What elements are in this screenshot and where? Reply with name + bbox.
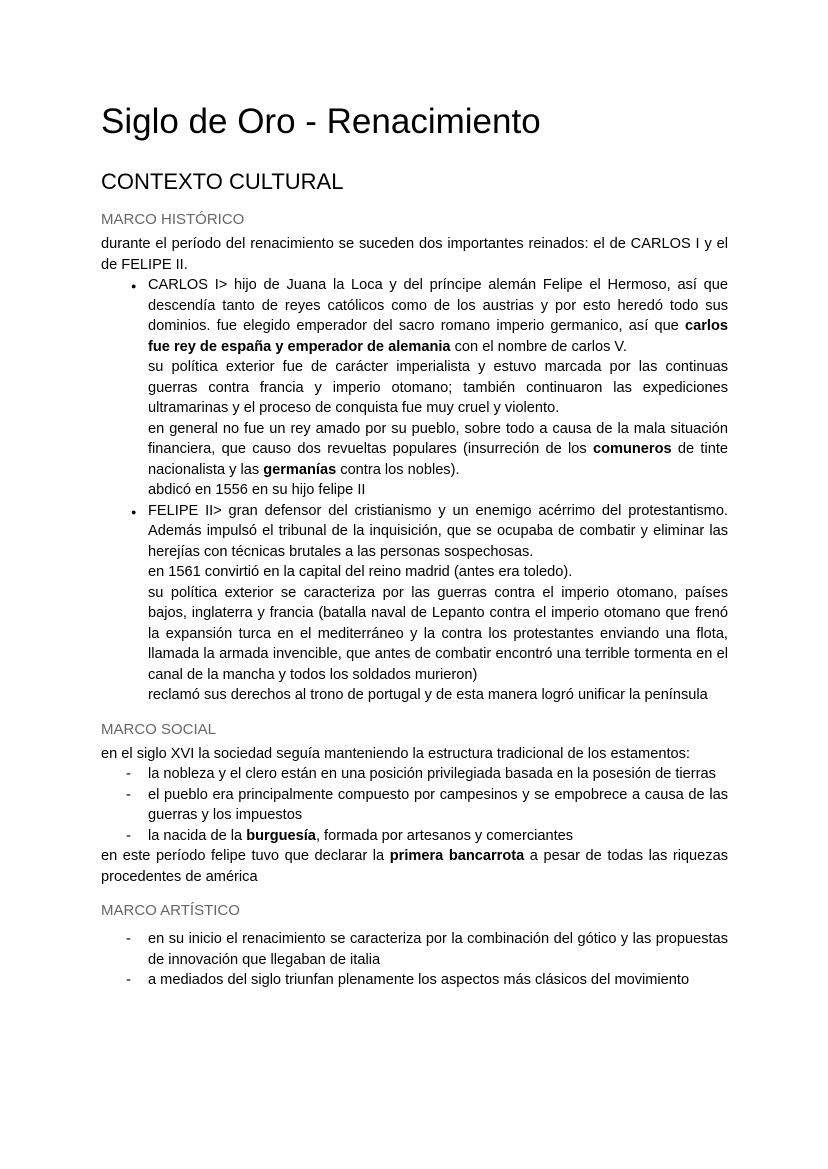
list-item	[101, 764, 728, 785]
felipe-p1: FELIPE II> gran defensor del cristianismo y un enemigo acérrimo del protestantismo. Además impulsó el tribunal de la inquisición, que se ocupaba de combatir y eliminar las herejías con técnicas brutales a las personas sospechosas.	[148, 502, 728, 560]
item-text	[148, 826, 728, 847]
list-item-carlos	[101, 275, 728, 501]
text: , formada por artesanos y comerciantes	[315, 827, 574, 844]
felipe-p2: en 1561 convirtió en la capital del reino madrid (antes era toledo).	[148, 564, 573, 580]
bold-text: carlos fue rey de españa y emperador de alemania	[148, 318, 728, 355]
text: contra los nobles).	[336, 461, 460, 478]
text: de tinte nacionalista y las	[148, 441, 728, 478]
item-text: la nobleza y el clero están en una posición privilegiada basada en la posesión de tierras	[148, 766, 716, 782]
carlos-p1	[148, 275, 728, 357]
bold-text: germanías	[263, 461, 337, 478]
text: a pesar de todas las riquezas procedentes de américa	[101, 848, 728, 885]
text: la nacida de la	[148, 827, 247, 844]
document-page	[101, 100, 728, 991]
bold-text: primera bancarrota	[389, 848, 525, 864]
list-item	[101, 929, 728, 970]
bullet-icon: ●	[131, 506, 137, 517]
dash-icon: -	[126, 786, 131, 803]
bold-text: comuneros	[592, 441, 672, 457]
dash-icon: -	[126, 972, 131, 988]
list-item	[101, 785, 728, 826]
artistico-list	[101, 929, 728, 991]
text: en este período felipe tuvo que declarar la	[101, 848, 390, 864]
historico-intro: durante el período del renacimiento se suceden dos importantes reinados: el de CARLOS I y el de FELIPE II.	[101, 236, 728, 273]
carlos-p3	[148, 419, 728, 481]
item-text: en su inicio el renacimiento se caracteriza por la combinación del gótico y las propuestas de innovación que llegaban de italia	[148, 931, 728, 968]
dash-icon: -	[126, 827, 131, 844]
historico-list	[101, 275, 728, 706]
carlos-p4: abdicó en 1556 en su hijo felipe II	[148, 482, 366, 498]
text: CARLOS I> hijo de Juana la Loca y del príncipe alemán Felipe el Hermoso, así que descendía tanto de reyes católicos como de los austrias y por esto heredó todo sus dominios. fue elegido emperador del sacro romano imperio germanico, así que	[148, 277, 728, 334]
bold-text: burguesía	[246, 827, 316, 844]
carlos-p2: su política exterior fue de carácter imperialista y estuvo marcada por las continuas guerras contra francia y imperio otomano; también continuaron las expediciones ultramarinas y el proceso de conquista fue muy cruel y violento.	[148, 359, 728, 416]
social-list	[101, 764, 728, 846]
section-heading: CONTEXTO CULTURAL	[101, 169, 344, 194]
bullet-icon: ●	[131, 281, 137, 291]
text: con el nombre de carlos V.	[450, 338, 627, 355]
dash-icon: -	[126, 766, 131, 782]
item-text: el pueblo era principalmente compuesto por campesinos y se empobrece a causa de las guerras y los impuestos	[148, 786, 728, 823]
social-outro	[101, 846, 728, 887]
list-item	[101, 970, 728, 991]
heading-marco-social: MARCO SOCIAL	[101, 720, 217, 738]
heading-marco-artistico: MARCO ARTÍSTICO	[101, 902, 240, 919]
list-item	[101, 826, 728, 847]
item-text: a mediados del siglo triunfan plenamente los aspectos más clásicos del movimiento	[148, 972, 690, 988]
felipe-p4: reclamó sus derechos al trono de portugal y de esta manera logró unificar la península	[148, 687, 708, 703]
text: en general no fue un rey amado por su pueblo, sobre todo a causa de la mala situación financiera, que causo dos revueltas populares (insurreción de los	[148, 420, 728, 457]
document-title: Siglo de Oro - Renacimiento	[101, 102, 541, 141]
list-item-felipe	[101, 501, 728, 706]
felipe-p3: su política exterior se caracteriza por las guerras contra el imperio otomano, países bajos, inglaterra y francia (batalla naval de Lepanto contra el imperio otomano que frenó la expansión turca en el mediterráneo y la contra los protestantes enviando una flota, llamada la armada invencible, que antes de combatir encontró una terrible tormenta en el canal de la mancha y todos los soldados murieron)	[148, 584, 728, 683]
social-intro: en el siglo XVI la sociedad seguía manteniendo la estructura tradicional de los estamentos:	[101, 745, 690, 762]
heading-marco-historico: MARCO HISTÓRICO	[101, 211, 245, 228]
dash-icon: -	[126, 931, 131, 947]
